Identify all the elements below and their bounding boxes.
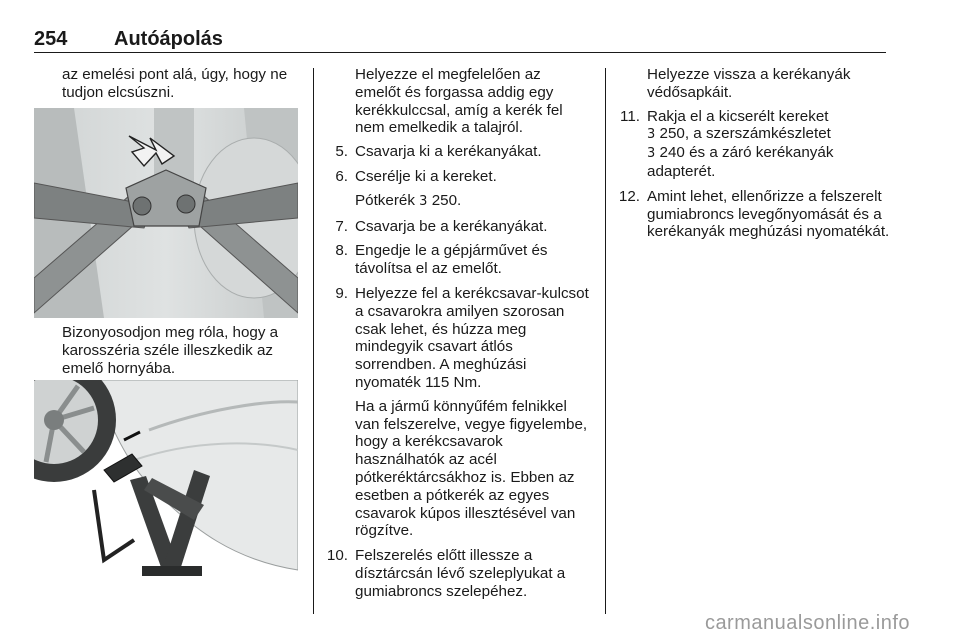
reference-arrow-icon: 3 (647, 127, 656, 143)
list-item: 7. Csavarja be a kerékanyákat. (335, 217, 548, 235)
reference-arrow-icon: 3 (419, 193, 428, 209)
page-header (34, 28, 886, 50)
numbered-steps (322, 143, 590, 600)
section-title: Autóápolás (114, 28, 223, 50)
jack-closeup-illustration (34, 108, 298, 318)
column-divider (605, 68, 606, 614)
reference-arrow-icon: 3 (647, 146, 656, 162)
list-item: 5. Csavarja ki a kerékanyákat. (335, 143, 542, 161)
page-reference: 250. (431, 191, 462, 209)
list-item: 6. Cserélje ki a kereket. Pótkerék 3 250. (335, 167, 497, 209)
numbered-steps (614, 108, 894, 242)
page-reference: 250, a szerszámkészletet (659, 125, 831, 143)
page-number: 254 (34, 28, 68, 50)
figure-caption: Bizonyosodjon meg róla, hogy a karosszéria széle illeszkedik az emelő hornyába. (62, 324, 279, 377)
paragraph: Helyezze vissza a kerékanyák védősapkáit. (647, 66, 851, 101)
column-3 (614, 66, 894, 248)
paragraph: az emelési pont alá, úgy, hogy ne tudjon elcsúszni. (62, 66, 288, 101)
list-item: 9. Helyezze fel a kerékcsavar-kulcsot a csavarokra amilyen szorosan csak lehet, és húzza meg mindegyik csavart átlós sorrendben. A meghúzási nyomaték 115 Nm. Ha a jármű könnyűfém felnikkel van felszerelve, vegye figyelembe, hogy a kerékcsavarok használhatók az acél pótkeréktárcsákhoz is. Ebben az esetben a pótkerék az egyes csavarok kúpos illesztésével van rögzítve. (335, 284, 589, 540)
jack-under-car-illustration (34, 380, 298, 584)
column-1 (62, 66, 302, 102)
column-2 (322, 66, 590, 608)
list-item: 8. Engedje le a gépjárművet és távolítsa el az emelőt. (335, 242, 548, 278)
header-rule (34, 52, 886, 53)
page-reference: 240 és a záró kerékanyák adapterét. (647, 144, 834, 180)
list-item: 10. Felszerelés előtt illessze a dísztárcsán lévő szeleplyukat a gumiabroncs szelepéhez. (326, 547, 566, 600)
list-item: 11. Rakja el a kicserélt kereket 3 250, a szerszámkészletet 3 240 és a záró kerékanyák adapterét. (620, 107, 834, 180)
column-divider (313, 68, 314, 614)
paragraph: Helyezze el megfelelően az emelőt és forgassa addig egy kerékkulccsal, amíg a kerék fel nem emelkedik a talajról. (355, 66, 563, 137)
watermark: carmanualsonline.info (704, 612, 910, 634)
list-item: 12. Amint lehet, ellenőrizze a felszerelt gumiabroncs levegőnyomását és a kerékanyák meghúzási nyomatékát. (618, 187, 890, 241)
